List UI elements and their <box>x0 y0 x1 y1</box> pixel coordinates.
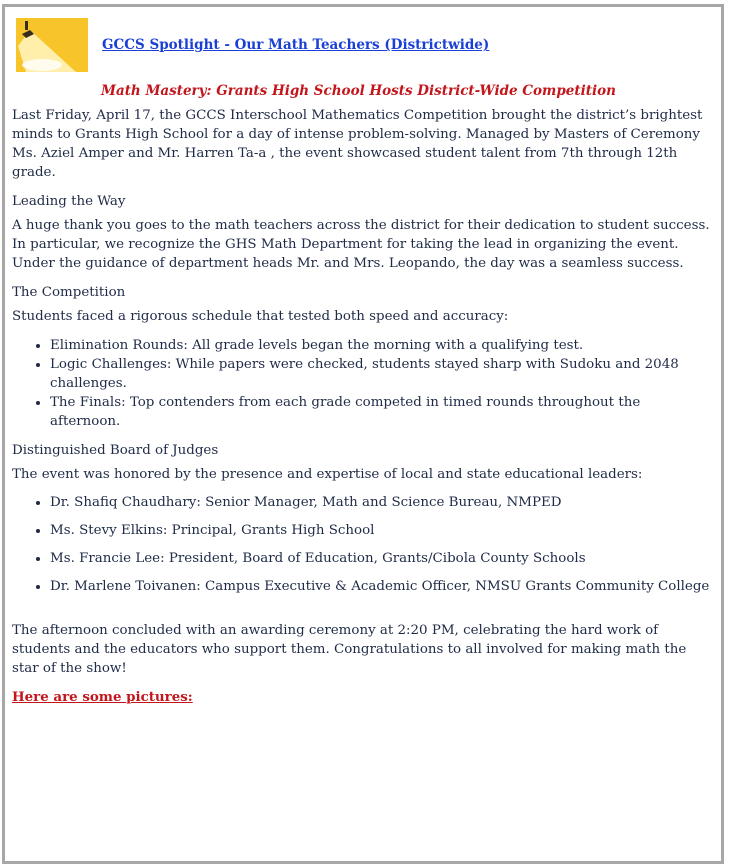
leading-heading: Leading the Way <box>12 194 126 209</box>
intro-paragraph: Last Friday, April 17, the GCCS Interschool Mathematics Competition brought the district’s brightest minds to Grants High School for a day of intense problem-solving. Managed by Masters of Ceremony Ms. Aziel Amper and Mr. Harren Ta-a , the event showcased student talent from 7th through 12th grade. <box>12 108 703 180</box>
pictures-label: Here are some pictures: <box>12 689 193 705</box>
judges-list <box>12 489 712 601</box>
article-headline: Math Mastery: Grants High School Hosts District-Wide Competition <box>101 83 616 99</box>
list-item: • Dr. Marlene Toivanen: Campus Executive & Academic Officer, NMSU Grants Community College <box>50 573 712 601</box>
list-item: • The Finals: Top contenders from each grade competed in timed rounds throughout the afternoon. <box>50 393 712 431</box>
closing-paragraph: The afternoon concluded with an awarding ceremony at 2:20 PM, celebrating the hard work of students and the educators who support them. Congratulations to all involved for making math the star of the show! <box>12 623 687 676</box>
judges-paragraph: The event was honored by the presence and expertise of local and state educational leaders: <box>12 467 643 482</box>
competition-list <box>12 336 712 431</box>
competition-heading: The Competition <box>12 285 126 300</box>
list-item: • Ms. Stevy Elkins: Principal, Grants High School <box>50 517 712 545</box>
competition-paragraph: Students faced a rigorous schedule that tested both speed and accuracy: <box>12 309 509 324</box>
list-item: • Elimination Rounds: All grade levels began the morning with a qualifying test. <box>50 336 712 355</box>
list-item: • Dr. Shafiq Chaudhary: Senior Manager, Math and Science Bureau, NMPED <box>50 489 712 517</box>
leading-paragraph: A huge thank you goes to the math teachers across the district for their dedication to student success. In particular, we recognize the GHS Math Department for taking the lead in organizing the event. Under the guidance of department heads Mr. and Mrs. Leopando, the day was a seamless success. <box>12 218 710 271</box>
spotlight-icon <box>16 18 88 72</box>
list-item: • Ms. Francie Lee: President, Board of Education, Grants/Cibola County Schools <box>50 545 712 573</box>
spotlight-title-link[interactable]: GCCS Spotlight - Our Math Teachers (Districtwide) <box>102 37 490 53</box>
judges-heading: Distinguished Board of Judges <box>12 443 219 458</box>
list-item: • Logic Challenges: While papers were checked, students stayed sharp with Sudoku and 2048 challenges. <box>50 355 712 393</box>
spotlight-header <box>16 18 88 72</box>
article-body <box>12 106 712 707</box>
